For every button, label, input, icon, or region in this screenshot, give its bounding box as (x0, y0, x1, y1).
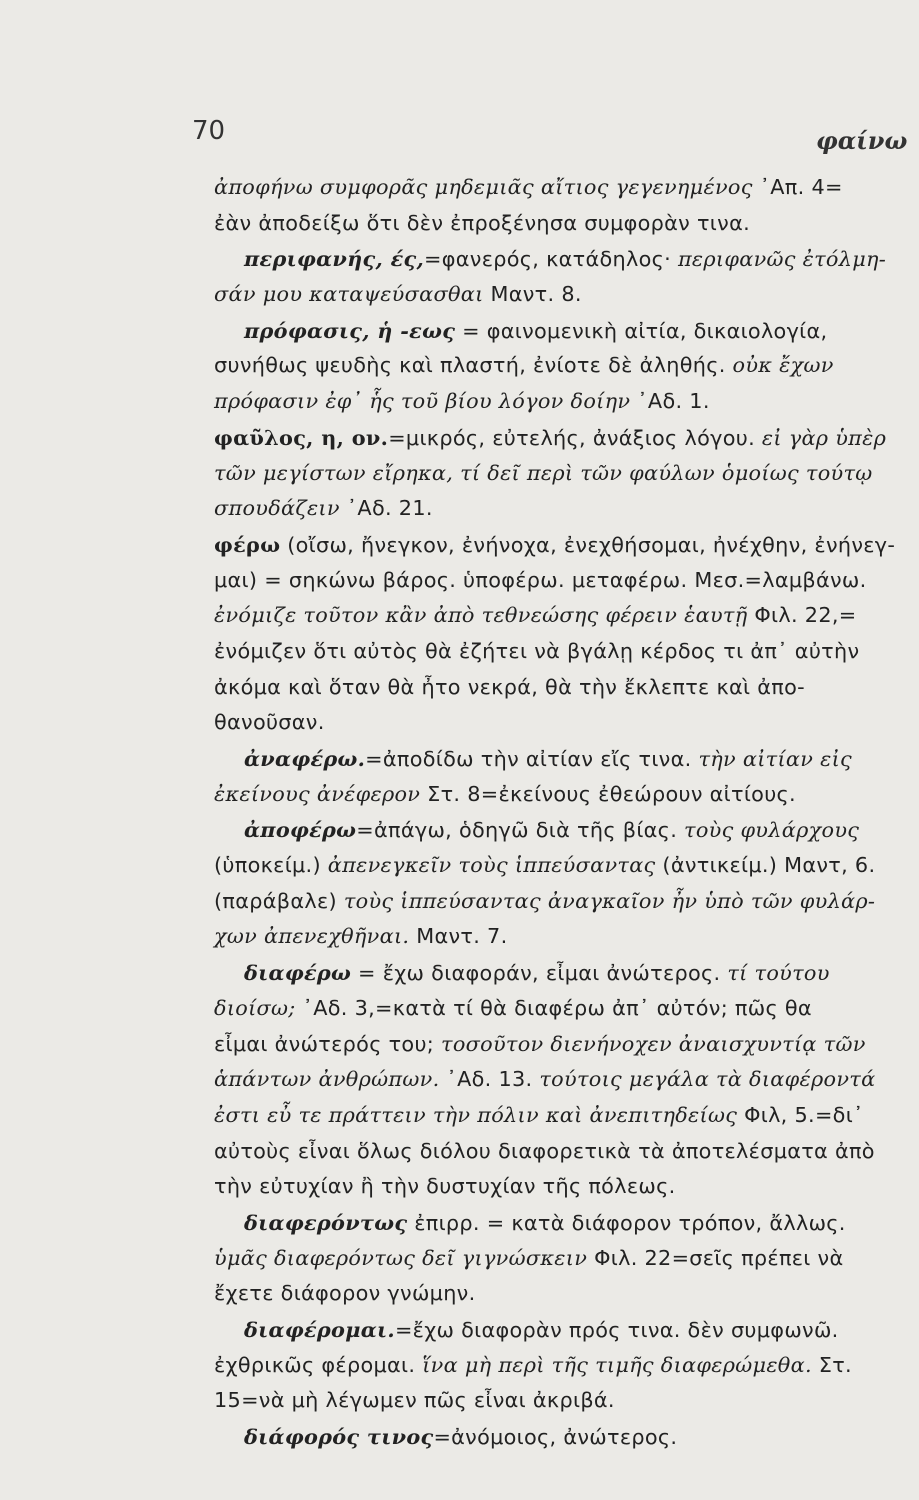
headword: φέρω (214, 531, 281, 557)
text-run: = ἔχω διαφοράν, εἶμαι ἀνώτερος. (351, 961, 728, 986)
italic-quote: τὴν αἰτίαν εἰς (698, 747, 852, 771)
text-run: ᾿Αδ. 13. (439, 1067, 540, 1092)
italic-quote: ἐκείνους ἀνέφερον (214, 781, 421, 806)
italic-quote: τί τούτου (727, 961, 830, 986)
italic-quote: σπουδάζειν (214, 496, 340, 521)
text-line (214, 812, 886, 848)
text-line (214, 991, 886, 1027)
text-line (214, 1134, 886, 1170)
text-line (214, 1098, 886, 1134)
text-run: ἐχθρικῶς φέρομαι. (214, 1352, 423, 1377)
text-run: εἶμαι ἀνώτερός του; (214, 1031, 442, 1056)
text-run: ᾿Αδ. 21. (339, 496, 433, 521)
text-run: αὐτοὺς εἶναι ὅλως διόλου διαφορετικὰ τὰ ἀποτελέσματα ἀπὸ (214, 1138, 875, 1163)
italic-quote: πρόφασιν ἐφ᾿ ἧς τοῦ βίου λόγον δοίην (214, 389, 631, 414)
text-run: τὴν εὐτυχίαν ἢ τὴν δυστυχίαν τῆς πόλεως. (214, 1174, 676, 1199)
italic-quote: τῶν μεγίστων εἴρηκα, τί δεῖ περὶ τῶν φαύλων ὁμοίως τούτῳ (214, 460, 873, 485)
text-line (214, 848, 886, 884)
text-run: Φιλ. 22=σεῖς πρέπει νὰ (587, 1245, 844, 1270)
italic-quote: ἐνόμιζε τοῦτον κἂν ἀπὸ τεθνεώσης φέρειν ἑαυτῇ (214, 603, 748, 628)
text-line (214, 705, 886, 741)
text-run: (ἀντικείμ.) Μαντ, 6. (655, 853, 876, 878)
headword: φαῦλος, η, ον. (214, 424, 389, 450)
text-line (214, 741, 886, 777)
running-head: φαίνω (816, 126, 908, 155)
italic-quote: τοὺς φυλάρχους (684, 818, 860, 843)
text-line (214, 777, 886, 813)
text-run: Φιλ, 5.=δι᾿ (737, 1102, 864, 1127)
text-run: ᾿Αδ. 1. (630, 389, 710, 414)
text-run: 15=νὰ μὴ λέγωμεν πῶς εἶναι ἀκριβά. (214, 1388, 615, 1413)
text-line (214, 1241, 886, 1277)
headword: ἀποφέρω (244, 817, 357, 843)
text-run: Στ. (811, 1352, 852, 1377)
text-line (214, 1383, 886, 1419)
text-line (214, 420, 886, 456)
text-line (214, 384, 886, 420)
headword: διάφορός τινος (244, 1424, 434, 1450)
text-line (214, 919, 886, 955)
italic-quote: περιφανῶς ἐτόλμη- (677, 247, 887, 272)
text-line (214, 1027, 886, 1063)
italic-quote: ἁπάντων ἀνθρώπων. (214, 1067, 440, 1092)
text-line (214, 206, 886, 242)
text-run: (οἴσω, ἤνεγκον, ἐνήνοχα, ἐνεχθήσομαι, ἠνέχθην, ἐνήνεγ- (280, 532, 896, 557)
text-line (214, 563, 886, 599)
text-run: θανοῦσαν. (214, 710, 325, 735)
text-run: Μαντ. 8. (483, 282, 582, 307)
text-run: συνήθως ψευδὴς καὶ πλαστή, ἐνίοτε δὲ ἀληθής. (214, 353, 733, 378)
text-line (214, 348, 886, 384)
text-run: Μαντ. 7. (409, 924, 508, 949)
text-line (214, 1062, 886, 1098)
text-line (214, 670, 886, 706)
text-run: ᾿Αδ. 3,=κατὰ τί θὰ διαφέρω ἀπ᾿ αὐτόν; πῶς θα (295, 995, 812, 1020)
italic-quote: οὐκ ἔχων (732, 353, 834, 378)
italic-quote: ἀποφήνω συμφορᾶς μηδεμιᾶς αἴτιος γεγενημένος (214, 175, 753, 199)
text-line (214, 634, 886, 670)
headword: πρόφασις, ἡ -εως (244, 317, 456, 343)
text-line (214, 1419, 886, 1455)
text-run: ᾿Απ. 4= (752, 175, 843, 199)
text-line (214, 241, 886, 277)
text-run: =ἀνόμοιος, ἀνώτερος. (433, 1425, 678, 1450)
text-line (214, 1205, 886, 1241)
dictionary-entries (214, 170, 896, 1455)
headword: διαφέρομαι. (244, 1317, 395, 1342)
italic-quote: διοίσω; (214, 995, 296, 1020)
text-line (214, 313, 886, 349)
text-line (214, 1169, 886, 1205)
page-number: 70 (192, 116, 226, 146)
text-run: Φιλ. 22,= (747, 603, 857, 628)
text-run: =ἔχω διαφορὰν πρός τινα. δὲν συμφωνῶ. (394, 1318, 839, 1342)
text-line (214, 170, 886, 206)
text-run: ἐὰν ἀποδείξω ὅτι δὲν ἐπροξένησα συμφορὰν τινα. (214, 210, 750, 235)
italic-quote: εἰ γὰρ ὑπὲρ (761, 425, 887, 450)
text-run: Στ. 8=ἐκείνους ἐθεώρουν αἰτίους. (420, 781, 796, 806)
italic-quote: τοὺς ἱππεύσαντας ἀναγκαῖον ἦν ὑπὸ τῶν φυλάρ- (343, 888, 876, 913)
headword: ἀναφέρω. (244, 746, 366, 771)
text-line (214, 491, 886, 527)
text-line (214, 527, 896, 563)
headword: περιφανής, ές, (244, 246, 425, 272)
page-header (0, 112, 919, 155)
headword: διαφερόντως (244, 1209, 408, 1235)
text-line (214, 598, 886, 634)
italic-quote: ἵνα μὴ περὶ τῆς τιμῆς διαφερώμεθα. (422, 1352, 812, 1377)
italic-quote: χων ἀπενεχθῆναι. (214, 924, 410, 949)
text-line (214, 884, 886, 920)
italic-quote: τοσοῦτον διενήνοχεν ἀναισχυντίᾳ τῶν (441, 1031, 866, 1056)
italic-quote: σάν μου καταψεύσασθαι (214, 282, 484, 307)
text-run: =μικρός, εὐτελής, ἀνάξιος λόγου. (388, 425, 762, 450)
text-line (214, 456, 886, 492)
italic-quote: ἀπενεγκεῖν τοὺς ἱππεύσαντας (327, 853, 656, 878)
text-run: =ἀποδίδω τὴν αἰτίαν εἴς τινα. (365, 747, 699, 771)
text-run: (παράβαλε) (214, 888, 344, 913)
headword: διαφέρω (244, 960, 352, 986)
text-line (214, 1312, 886, 1348)
text-run: = φαινομενικὴ αἰτία, δικαιολογία, (455, 318, 828, 343)
text-line (214, 1348, 886, 1384)
italic-quote: τούτοις μεγάλα τὰ διαφέροντά (539, 1067, 876, 1092)
text-run: μαι) = σηκώνω βάρος. ὑποφέρω. μεταφέρω. Μεσ.=λαμβάνω. (214, 567, 867, 592)
text-line (214, 1276, 886, 1312)
text-line (214, 955, 886, 991)
italic-quote: ἐστι εὖ τε πράττειν τὴν πόλιν καὶ ἀνεπιτηδείως (214, 1102, 738, 1127)
italic-quote: ὑμᾶς διαφερόντως δεῖ γιγνώσκειν (214, 1245, 588, 1270)
text-run: =φανερός, κατάδηλος· (424, 247, 678, 272)
text-run: ἔχετε διάφορον γνώμην. (214, 1281, 476, 1306)
text-run: =ἀπάγω, ὁδηγῶ διὰ τῆς βίας. (356, 818, 685, 843)
text-run: ἐπιρρ. = κατὰ διάφορον τρόπον, ἄλλως. (407, 1210, 846, 1235)
text-run: ἐνόμιζεν ὅτι αὐτὸς θὰ ἐζήτει νὰ βγάλῃ κέρδος τι ἀπ᾿ αὐτὴν (214, 638, 860, 663)
text-run: ἀκόμα καὶ ὅταν θὰ ἦτο νεκρά, θὰ τὴν ἔκλεπτε καὶ ἀπο- (214, 674, 805, 699)
text-run: (ὑποκείμ.) (214, 853, 328, 878)
text-line (214, 277, 886, 313)
